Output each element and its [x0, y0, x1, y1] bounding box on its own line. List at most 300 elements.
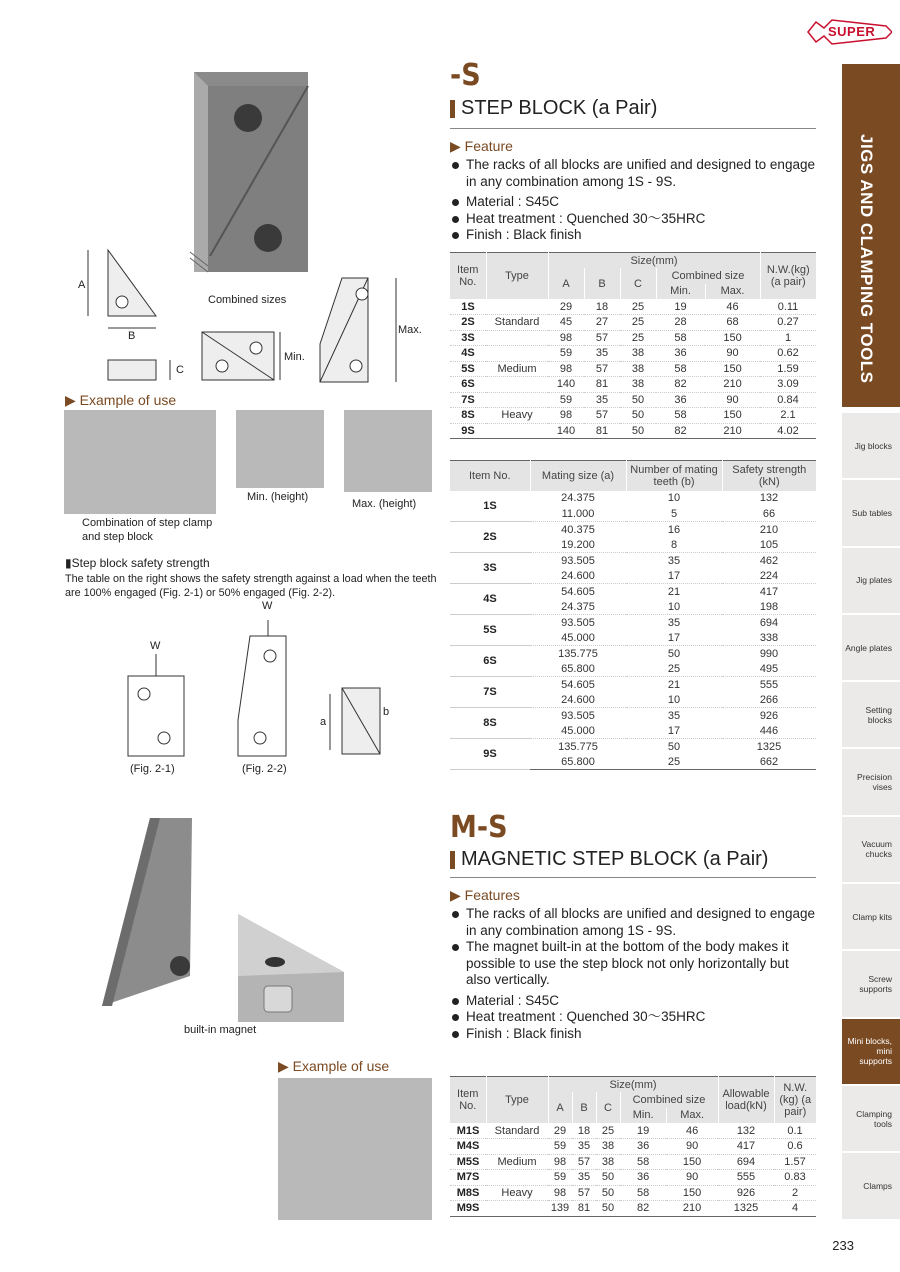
side-nav-item[interactable]: Clamp kits: [842, 884, 900, 951]
table-cell: 98: [553, 1186, 567, 1199]
safety-heading: ▮Step block safety strength: [65, 556, 210, 570]
table-cell: Standard: [494, 316, 540, 329]
side-nav-item[interactable]: Clamps: [842, 1153, 900, 1220]
item-no-cell: 1S: [461, 300, 475, 313]
table-cell: 25: [631, 316, 645, 329]
table-row: [450, 1139, 816, 1155]
side-nav-item[interactable]: Mini blocks, mini supports: [842, 1019, 900, 1086]
table-cell: 25: [667, 755, 681, 768]
s-feature-item: The racks of all blocks are unified and designed to engage in any combination among 1S - 9S.: [450, 157, 816, 190]
side-category-tab[interactable]: [842, 64, 900, 407]
table-cell: 21: [667, 585, 681, 598]
th-a: A: [548, 268, 584, 299]
table-cell: 555: [759, 678, 779, 691]
table-cell: 59: [559, 393, 573, 406]
side-category-title: JIGS AND CLAMPING TOOLS: [857, 134, 876, 384]
table-cell: 46: [726, 300, 739, 313]
min-label: Min.: [284, 351, 305, 363]
table-cell: 50: [631, 393, 645, 406]
table-cell: 38: [631, 347, 645, 360]
side-nav-item[interactable]: Setting blocks: [842, 682, 900, 749]
table-cell: 18: [577, 1124, 591, 1137]
side-nav-item[interactable]: Clamping tools: [842, 1086, 900, 1153]
table-cell: 11.000: [561, 507, 595, 520]
s-product-code: -S: [450, 58, 481, 93]
table-cell: 662: [759, 755, 779, 768]
ms-feature-heading: ▶ Features: [450, 887, 520, 903]
table-row: [450, 361, 816, 377]
table-cell: 38: [631, 362, 645, 375]
table-cell: 417: [736, 1140, 756, 1153]
item-no-cell: 6S: [461, 378, 475, 391]
item-no-cell: M7S: [456, 1171, 480, 1184]
table-cell: 50: [601, 1202, 615, 1215]
th-a: A: [548, 1092, 572, 1123]
s-example-heading: ▶ Example of use: [65, 392, 177, 408]
table-cell: 98: [553, 1155, 567, 1168]
table-cell: 81: [595, 424, 609, 437]
table-cell: 495: [759, 662, 779, 675]
table-cell: 35: [667, 554, 681, 567]
ms-title-text: MAGNETIC STEP BLOCK (a Pair): [461, 848, 769, 870]
page-number: 233: [832, 1238, 854, 1253]
table-row: [450, 491, 816, 507]
table-cell: 2: [791, 1186, 799, 1199]
table-cell: 81: [577, 1202, 591, 1215]
table-cell: 150: [723, 409, 742, 422]
caption-min-height: Min. (height): [247, 491, 309, 503]
table-cell: 19.200: [561, 538, 595, 551]
table-cell: 140: [556, 378, 576, 391]
table-row: [450, 377, 816, 393]
table-cell: 150: [682, 1186, 702, 1199]
table-cell: 68: [726, 316, 739, 329]
safety-figures: [120, 620, 400, 770]
table-cell: 17: [667, 724, 681, 737]
table-cell: 150: [723, 362, 742, 375]
max-label: Max.: [398, 324, 422, 336]
table-cell: 0.83: [784, 1171, 806, 1184]
th-size: Size(mm): [548, 253, 760, 269]
table-cell: Heavy: [501, 409, 533, 422]
table-cell: 90: [726, 393, 739, 406]
ms-feature-list: [450, 906, 816, 1042]
table-cell: [486, 346, 548, 362]
table-row: [450, 1185, 816, 1201]
item-no-cell: M8S: [456, 1186, 480, 1199]
table-cell: Medium: [497, 1155, 537, 1168]
th-c: C: [620, 268, 656, 299]
th-b: B: [572, 1092, 596, 1123]
load-w-label-2: W: [262, 600, 273, 612]
item-no-cell: 3S: [450, 553, 530, 584]
item-no-cell: 7S: [461, 393, 475, 406]
table-cell: 98: [559, 409, 573, 422]
table-row: [450, 1170, 816, 1186]
ms-spec-table: [450, 1076, 816, 1217]
table-cell: 98: [559, 331, 573, 344]
table-cell: 65.800: [561, 755, 595, 768]
table-cell: 36: [674, 347, 687, 360]
table-cell: 8: [670, 538, 678, 551]
table-cell: 57: [595, 331, 609, 344]
th-safety: Safety strength (kN): [722, 461, 816, 491]
s-safety-table: [450, 460, 816, 770]
table-cell: 90: [685, 1171, 699, 1184]
table-cell: 35: [595, 347, 609, 360]
table-cell: 40.375: [561, 523, 595, 536]
item-no-cell: 2S: [450, 522, 530, 553]
table-cell: 0.6: [787, 1140, 803, 1153]
table-cell: 1.59: [777, 362, 799, 375]
combined-size-diagram: [70, 244, 430, 394]
table-cell: 45: [559, 316, 573, 329]
table-cell: 210: [723, 378, 742, 391]
table-cell: 3.09: [777, 378, 799, 391]
table-cell: 25: [667, 662, 681, 675]
table-row: [450, 1201, 816, 1217]
caption-combo: Combination of step clamp and step block: [82, 517, 213, 543]
table-cell: 135.775: [558, 740, 598, 753]
table-cell: 694: [736, 1155, 756, 1168]
table-cell: 50: [601, 1186, 615, 1199]
dim-c-label: C: [176, 364, 184, 376]
s-title-text: STEP BLOCK (a Pair): [461, 97, 658, 119]
table-cell: 50: [667, 647, 681, 660]
side-nav-item[interactable]: Screw supports: [842, 951, 900, 1018]
table-cell: 29: [553, 1124, 567, 1137]
table-cell: 135.775: [558, 647, 598, 660]
table-cell: 28: [674, 316, 687, 329]
table-cell: 90: [726, 347, 739, 360]
table-cell: 35: [577, 1171, 591, 1184]
table-cell: [486, 377, 548, 393]
item-no-cell: 3S: [461, 331, 475, 344]
table-row: [450, 392, 816, 408]
table-cell: 10: [667, 600, 681, 613]
table-cell: 24.600: [561, 693, 595, 706]
table-cell: 45.000: [561, 724, 595, 737]
table-cell: 35: [595, 393, 609, 406]
table-row: [450, 584, 816, 600]
s-feature-item: Material : S45C: [450, 194, 816, 211]
example-photo-min: [236, 410, 324, 488]
ms-feature-item: The racks of all blocks are unified and designed to engage in any combination among 1S - 9S.: [450, 906, 816, 939]
table-cell: 140: [556, 424, 576, 437]
safety-description: The table on the right shows the safety strength against a load when the teeth are 100% engaged (Fig. 2-1) or 50% engaged (Fig. 2-2).: [65, 573, 437, 599]
th-min: Min.: [620, 1108, 666, 1124]
dim-a-small-label: a: [320, 716, 327, 728]
load-w-label-1: W: [150, 640, 161, 652]
table-cell: 57: [577, 1186, 591, 1199]
table-cell: 82: [674, 378, 687, 391]
s-feature-list: [450, 157, 816, 244]
table-cell: 0.11: [777, 300, 799, 313]
th-type: Type: [486, 1077, 548, 1124]
table-cell: 36: [636, 1171, 650, 1184]
table-cell: [486, 423, 548, 439]
table-row: [450, 739, 816, 755]
th-item: Item No.: [450, 1077, 486, 1124]
table-cell: 93.505: [561, 554, 595, 567]
table-row: [450, 315, 816, 331]
table-cell: [486, 392, 548, 408]
th-combined: Combined size: [620, 1092, 718, 1108]
table-cell: 38: [601, 1155, 615, 1168]
table-cell: 210: [682, 1202, 702, 1215]
table-cell: 54.605: [561, 678, 595, 691]
combined-sizes-label: Combined sizes: [208, 294, 287, 306]
th-max: Max.: [705, 284, 760, 300]
item-no-cell: 5S: [461, 362, 475, 375]
table-cell: 59: [553, 1171, 567, 1184]
ms-product-code: M-S: [450, 810, 508, 845]
table-cell: 338: [759, 631, 779, 644]
table-cell: 57: [577, 1155, 591, 1168]
table-cell: 990: [759, 647, 779, 660]
table-cell: 10: [667, 492, 681, 505]
table-cell: 58: [674, 331, 687, 344]
item-no-cell: 4S: [461, 347, 475, 360]
table-cell: 16: [667, 523, 681, 536]
ms-feature-item: Material : S45C: [450, 993, 816, 1010]
table-cell: 93.505: [561, 616, 595, 629]
item-no-cell: 4S: [450, 584, 530, 615]
table-cell: [486, 299, 548, 315]
s-feature-heading: ▶ Feature: [450, 138, 513, 154]
table-cell: 694: [759, 616, 779, 629]
table-cell: 210: [759, 523, 779, 536]
item-no-cell: 8S: [461, 409, 475, 422]
table-cell: 266: [759, 693, 779, 706]
table-cell: 58: [674, 409, 687, 422]
side-nav-item[interactable]: Sub tables: [842, 480, 900, 547]
table-cell: 150: [682, 1155, 702, 1168]
table-cell: 926: [759, 709, 779, 722]
th-load: Allowable load(kN): [718, 1077, 774, 1124]
table-cell: 50: [631, 409, 645, 422]
table-row: [450, 1154, 816, 1170]
table-row: [450, 330, 816, 346]
brand-logo: [806, 18, 892, 46]
table-cell: 46: [685, 1124, 699, 1137]
table-cell: 198: [759, 600, 779, 613]
table-cell: 19: [636, 1124, 650, 1137]
table-row: [450, 346, 816, 362]
table-cell: 35: [577, 1140, 591, 1153]
table-cell: 24.600: [561, 569, 595, 582]
table-cell: 5: [670, 507, 678, 520]
table-cell: 35: [667, 709, 681, 722]
table-cell: 417: [759, 585, 779, 598]
table-cell: 150: [723, 331, 742, 344]
ms-example-heading: ▶ Example of use: [278, 1058, 390, 1074]
table-cell: [486, 330, 548, 346]
table-cell: 59: [553, 1140, 567, 1153]
table-cell: [486, 1201, 548, 1217]
table-cell: 25: [601, 1124, 615, 1137]
table-row: [450, 553, 816, 569]
dim-b-label: B: [128, 330, 136, 342]
table-cell: 38: [631, 378, 645, 391]
th-teeth: Number of mating teeth (b): [626, 461, 722, 491]
table-cell: 59: [559, 347, 573, 360]
th-b: B: [584, 268, 620, 299]
table-cell: 58: [674, 362, 687, 375]
table-cell: 1.57: [784, 1155, 806, 1168]
table-row: [450, 708, 816, 724]
item-no-cell: M5S: [456, 1155, 480, 1168]
table-cell: [486, 1170, 548, 1186]
table-cell: 1325: [733, 1202, 759, 1215]
th-max: Max.: [666, 1108, 718, 1124]
table-cell: Standard: [494, 1124, 540, 1137]
side-nav: [842, 413, 900, 1221]
table-row: [450, 646, 816, 662]
th-item: Item No.: [450, 461, 530, 491]
table-cell: 57: [595, 362, 609, 375]
table-cell: 27: [595, 316, 609, 329]
table-cell: 29: [559, 300, 573, 313]
ms-feature-item: The magnet built-in at the bottom of the body makes it possible to use the step block not only horizontally but also vertically.: [450, 939, 816, 989]
table-cell: 555: [736, 1171, 756, 1184]
th-c: C: [596, 1092, 620, 1123]
example-photo-combo: [64, 410, 216, 514]
magnetic-step-block-photo: [100, 816, 350, 1028]
table-cell: 446: [759, 724, 779, 737]
dim-b-small-label: b: [383, 706, 390, 718]
fig-2-1-caption: (Fig. 2-1): [130, 763, 175, 775]
table-cell: 139: [550, 1202, 570, 1215]
table-cell: 10: [667, 693, 681, 706]
ms-feature-item: Finish : Black finish: [450, 1026, 816, 1043]
item-no-cell: 9S: [450, 739, 530, 770]
side-nav-item[interactable]: Jig plates: [842, 548, 900, 615]
table-row: [450, 615, 816, 631]
table-cell: 105: [759, 538, 779, 551]
table-cell: 224: [759, 569, 779, 582]
th-nw: N.W.(kg) (a pair): [760, 253, 816, 300]
table-row: [450, 677, 816, 693]
table-cell: 21: [667, 678, 681, 691]
table-cell: 66: [762, 507, 776, 520]
table-cell: 50: [631, 424, 645, 437]
s-feature-item: Finish : Black finish: [450, 227, 816, 244]
table-cell: 38: [601, 1140, 615, 1153]
table-cell: [486, 1139, 548, 1155]
ms-product-title: [450, 848, 768, 871]
table-cell: 50: [601, 1171, 615, 1184]
table-row: [450, 299, 816, 315]
table-cell: 132: [759, 492, 779, 505]
th-nw: N.W. (kg) (a pair): [774, 1077, 816, 1124]
table-cell: 45.000: [561, 631, 595, 644]
table-cell: 57: [595, 409, 609, 422]
table-cell: 18: [595, 300, 609, 313]
ms-example-photo: [278, 1078, 432, 1220]
item-no-cell: M1S: [456, 1124, 480, 1137]
dim-a-label: A: [78, 279, 86, 291]
table-cell: 58: [636, 1155, 650, 1168]
table-cell: 1: [784, 331, 792, 344]
table-cell: 17: [667, 631, 681, 644]
table-cell: Heavy: [501, 1186, 533, 1199]
table-cell: 17: [667, 569, 681, 582]
s-feature-item: Heat treatment : Quenched 30～35HRC: [450, 211, 816, 228]
fig-2-2-caption: (Fig. 2-2): [242, 763, 287, 775]
th-mating: Mating size (a): [530, 461, 626, 491]
table-cell: Medium: [497, 362, 537, 375]
item-no-cell: M4S: [456, 1140, 480, 1153]
ms-feature-item: Heat treatment : Quenched 30～35HRC: [450, 1009, 816, 1026]
item-no-cell: 8S: [450, 708, 530, 739]
table-cell: 24.375: [561, 492, 595, 505]
item-no-cell: 9S: [461, 424, 475, 437]
table-cell: 35: [667, 616, 681, 629]
brand-name: SUPER: [828, 24, 876, 39]
table-row: [450, 522, 816, 538]
table-cell: 0.27: [777, 316, 799, 329]
table-row: [450, 1123, 816, 1139]
table-cell: 462: [759, 554, 779, 567]
table-cell: 0.84: [777, 393, 799, 406]
table-cell: 210: [723, 424, 742, 437]
table-cell: 132: [736, 1124, 756, 1137]
table-cell: 25: [631, 331, 645, 344]
s-spec-table: [450, 252, 816, 439]
side-nav-item[interactable]: Vacuum chucks: [842, 817, 900, 884]
table-row: [450, 423, 816, 439]
item-no-cell: 6S: [450, 646, 530, 677]
th-item: Item No.: [450, 253, 486, 300]
table-cell: 36: [636, 1140, 650, 1153]
th-type: Type: [486, 253, 548, 300]
table-cell: 81: [595, 378, 609, 391]
table-cell: 50: [667, 740, 681, 753]
table-cell: 25: [631, 300, 645, 313]
side-nav-item[interactable]: Jig blocks: [842, 413, 900, 480]
table-cell: 1325: [756, 740, 782, 753]
table-cell: 82: [674, 424, 687, 437]
table-cell: 4.02: [777, 424, 799, 437]
item-no-cell: 2S: [461, 316, 475, 329]
s-product-title: [450, 97, 657, 120]
table-row: [450, 408, 816, 424]
table-cell: 19: [674, 300, 687, 313]
item-no-cell: 1S: [450, 491, 530, 522]
table-cell: 2.1: [780, 409, 796, 422]
example-photo-max: [344, 410, 432, 492]
th-min: Min.: [656, 284, 705, 300]
divider: [450, 877, 816, 878]
item-no-cell: 7S: [450, 677, 530, 708]
table-cell: 93.505: [561, 709, 595, 722]
table-cell: 54.605: [561, 585, 595, 598]
table-cell: 926: [736, 1186, 756, 1199]
table-cell: 36: [674, 393, 687, 406]
side-nav-item[interactable]: Angle plates: [842, 615, 900, 682]
item-no-cell: 5S: [450, 615, 530, 646]
built-in-magnet-label: built-in magnet: [184, 1024, 257, 1036]
table-cell: 65.800: [561, 662, 595, 675]
th-combined: Combined size: [656, 268, 760, 284]
table-cell: 0.62: [777, 347, 799, 360]
table-cell: 90: [685, 1140, 699, 1153]
side-nav-item[interactable]: Precision vises: [842, 749, 900, 816]
table-cell: 98: [559, 362, 573, 375]
table-cell: 0.1: [787, 1124, 803, 1137]
th-size: Size(mm): [548, 1077, 718, 1093]
